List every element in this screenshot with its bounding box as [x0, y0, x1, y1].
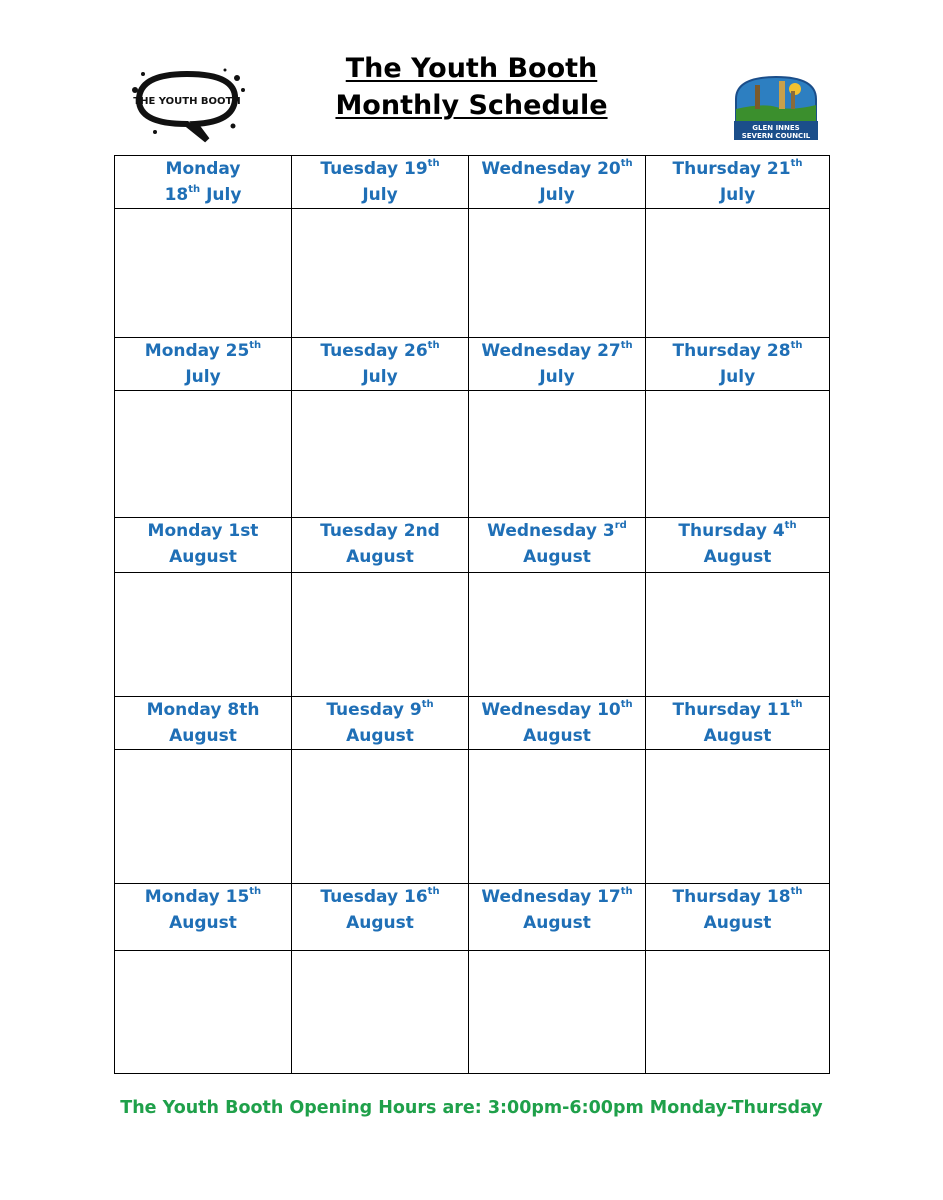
month-name: July — [539, 185, 575, 205]
month-name: July — [719, 367, 756, 387]
day-label-line2 — [469, 910, 645, 936]
day-name: Wednesday 27 — [481, 341, 621, 361]
day-name: Tuesday 9 — [326, 700, 422, 720]
activity-cell[interactable] — [292, 391, 469, 518]
day-label-line1 — [646, 884, 829, 910]
activity-cell[interactable] — [115, 209, 292, 338]
day-label-line2 — [646, 182, 829, 208]
month-name: August — [523, 913, 591, 933]
day-name: Tuesday 16 — [320, 887, 428, 907]
day-label-line1 — [115, 518, 291, 544]
ordinal-suffix: th — [790, 699, 803, 711]
day-label-line2 — [115, 723, 291, 749]
activity-cell[interactable] — [646, 750, 830, 884]
day-label-line1 — [469, 518, 645, 544]
day-header-cell — [292, 697, 469, 750]
month-name: July — [362, 185, 398, 205]
day-label-line2 — [646, 910, 829, 936]
ordinal-suffix: th — [620, 886, 633, 898]
week-header-row — [115, 697, 830, 750]
month-name: August — [703, 913, 772, 933]
ordinal-suffix: th — [427, 340, 440, 352]
day-label-line1 — [469, 697, 645, 723]
day-name: Tuesday 19 — [320, 159, 428, 179]
day-label-line2 — [469, 723, 645, 749]
activity-cell[interactable] — [469, 209, 646, 338]
activity-cell[interactable] — [646, 209, 830, 338]
day-label-line1 — [115, 338, 291, 364]
activity-cell[interactable] — [292, 209, 469, 338]
opening-hours-note: The Youth Booth Opening Hours are: 3:00pm-6:00pm Monday-Thursday — [120, 1098, 823, 1118]
day-name: Wednesday 17 — [481, 887, 621, 907]
day-label-line1 — [115, 156, 291, 182]
month-name: August — [169, 913, 237, 933]
activity-cell[interactable] — [292, 951, 469, 1074]
activity-cell[interactable] — [646, 951, 830, 1074]
ordinal-suffix: th — [620, 699, 633, 711]
day-label-line1 — [646, 697, 829, 723]
svg-text:SEVERN COUNCIL: SEVERN COUNCIL — [741, 132, 811, 140]
activity-cell[interactable] — [469, 951, 646, 1074]
ordinal-suffix: th — [427, 886, 440, 898]
day-header-cell — [469, 518, 646, 573]
month-name: August — [346, 913, 414, 933]
month-name: July — [539, 367, 575, 387]
day-label-line2 — [115, 910, 291, 936]
ordinal-suffix: rd — [614, 520, 627, 532]
month-name: August — [169, 726, 237, 746]
day-header-cell — [469, 884, 646, 951]
ordinal-suffix: th — [784, 520, 797, 532]
day-header-cell — [292, 518, 469, 573]
week-header-row — [115, 156, 830, 209]
page-title — [0, 50, 943, 124]
activity-cell[interactable] — [115, 573, 292, 697]
month-name: August — [346, 726, 414, 746]
day-header-cell — [469, 338, 646, 391]
day-name: Wednesday 3 — [487, 521, 615, 541]
ordinal-suffix: th — [790, 158, 803, 170]
day-header-cell — [115, 518, 292, 573]
day-name: Monday — [165, 159, 241, 179]
month-name: August — [523, 547, 591, 567]
ordinal-suffix: th — [249, 340, 262, 352]
day-label-line1 — [646, 338, 829, 364]
week-activity-row — [115, 951, 830, 1074]
ordinal-suffix: th — [249, 886, 262, 898]
day-label-line2 — [115, 364, 291, 390]
day-name: Thursday 11 — [672, 700, 791, 720]
week-activity-row — [115, 750, 830, 884]
day-header-cell — [469, 156, 646, 209]
month-name: August — [346, 547, 414, 567]
week-header-row — [115, 518, 830, 573]
day-header-cell — [115, 884, 292, 951]
week-activity-row — [115, 573, 830, 697]
day-label-line1 — [469, 884, 645, 910]
day-name: Tuesday 2nd — [320, 521, 440, 541]
svg-text:THE YOUTH BOOTH: THE YOUTH BOOTH — [133, 96, 241, 107]
day-label-line1 — [469, 156, 645, 182]
day-number: 18 — [164, 185, 189, 205]
week-activity-row — [115, 391, 830, 518]
month-name: July — [362, 367, 398, 387]
day-label-line2 — [469, 364, 645, 390]
day-name: Monday 15 — [144, 887, 250, 907]
activity-cell[interactable] — [292, 573, 469, 697]
svg-text:GLEN INNES: GLEN INNES — [752, 124, 800, 132]
activity-cell[interactable] — [469, 391, 646, 518]
month-name: July — [185, 367, 221, 387]
ordinal-suffix: th — [790, 340, 803, 352]
ordinal-suffix: th — [790, 886, 803, 898]
day-label-line1 — [646, 518, 829, 544]
ordinal-suffix: th — [427, 158, 440, 170]
month-name: August — [703, 726, 772, 746]
day-name: Thursday 28 — [672, 341, 791, 361]
day-name: Monday 1st — [147, 521, 259, 541]
day-label-line1 — [292, 156, 468, 182]
day-header-cell — [646, 697, 830, 750]
month-name: August — [703, 547, 772, 567]
ordinal-suffix: th — [620, 340, 633, 352]
day-name: Wednesday 10 — [481, 700, 621, 720]
month-name: August — [169, 547, 237, 567]
day-label-line2 — [115, 182, 291, 208]
day-header-cell — [115, 338, 292, 391]
day-header-cell — [115, 156, 292, 209]
activity-cell[interactable] — [292, 750, 469, 884]
day-name: Wednesday 20 — [481, 159, 621, 179]
day-label-line2 — [646, 544, 829, 570]
day-label-line1 — [292, 697, 468, 723]
week-header-row — [115, 884, 830, 951]
day-label-line1 — [292, 884, 468, 910]
title-line-2: Monthly Schedule — [335, 90, 608, 121]
day-header-cell — [115, 697, 292, 750]
day-label-line2 — [646, 364, 829, 390]
title-line-1: The Youth Booth — [345, 53, 598, 84]
day-name: Tuesday 26 — [320, 341, 428, 361]
day-label-line1 — [115, 697, 291, 723]
day-label-line2 — [646, 723, 829, 749]
day-label-line2 — [292, 723, 468, 749]
day-label-line1 — [115, 884, 291, 910]
day-header-cell — [646, 518, 830, 573]
day-label-line2 — [292, 910, 468, 936]
activity-cell[interactable] — [646, 391, 830, 518]
week-header-row — [115, 338, 830, 391]
day-name: Thursday 21 — [672, 159, 791, 179]
day-header-cell — [646, 884, 830, 951]
day-name: Thursday 4 — [678, 521, 785, 541]
day-label-line2 — [115, 544, 291, 570]
day-label-line1 — [469, 338, 645, 364]
activity-cell[interactable] — [469, 573, 646, 697]
schedule-table — [114, 155, 830, 1074]
activity-cell[interactable] — [115, 951, 292, 1074]
day-header-cell — [292, 338, 469, 391]
day-label-line1 — [646, 156, 829, 182]
day-label-line2 — [292, 182, 468, 208]
day-name: Thursday 18 — [672, 887, 791, 907]
day-header-cell — [292, 884, 469, 951]
day-name: Monday 25 — [144, 341, 250, 361]
month-name: August — [523, 726, 591, 746]
activity-cell[interactable] — [115, 391, 292, 518]
week-activity-row — [115, 209, 830, 338]
ordinal-suffix: th — [620, 158, 633, 170]
day-label-line2 — [469, 182, 645, 208]
day-header-cell — [469, 697, 646, 750]
day-label-line1 — [292, 518, 468, 544]
ordinal-suffix: th — [421, 699, 434, 711]
day-header-cell — [292, 156, 469, 209]
activity-cell[interactable] — [646, 573, 830, 697]
day-label-line1 — [292, 338, 468, 364]
day-label-line2 — [292, 364, 468, 390]
day-header-cell — [646, 338, 830, 391]
activity-cell[interactable] — [115, 750, 292, 884]
activity-cell[interactable] — [469, 750, 646, 884]
day-label-line2 — [292, 544, 468, 570]
month-name: July — [200, 185, 242, 205]
month-name: July — [719, 185, 756, 205]
day-header-cell — [646, 156, 830, 209]
day-label-line2 — [469, 544, 645, 570]
ordinal-suffix: th — [188, 184, 201, 196]
day-name: Monday 8th — [146, 700, 260, 720]
